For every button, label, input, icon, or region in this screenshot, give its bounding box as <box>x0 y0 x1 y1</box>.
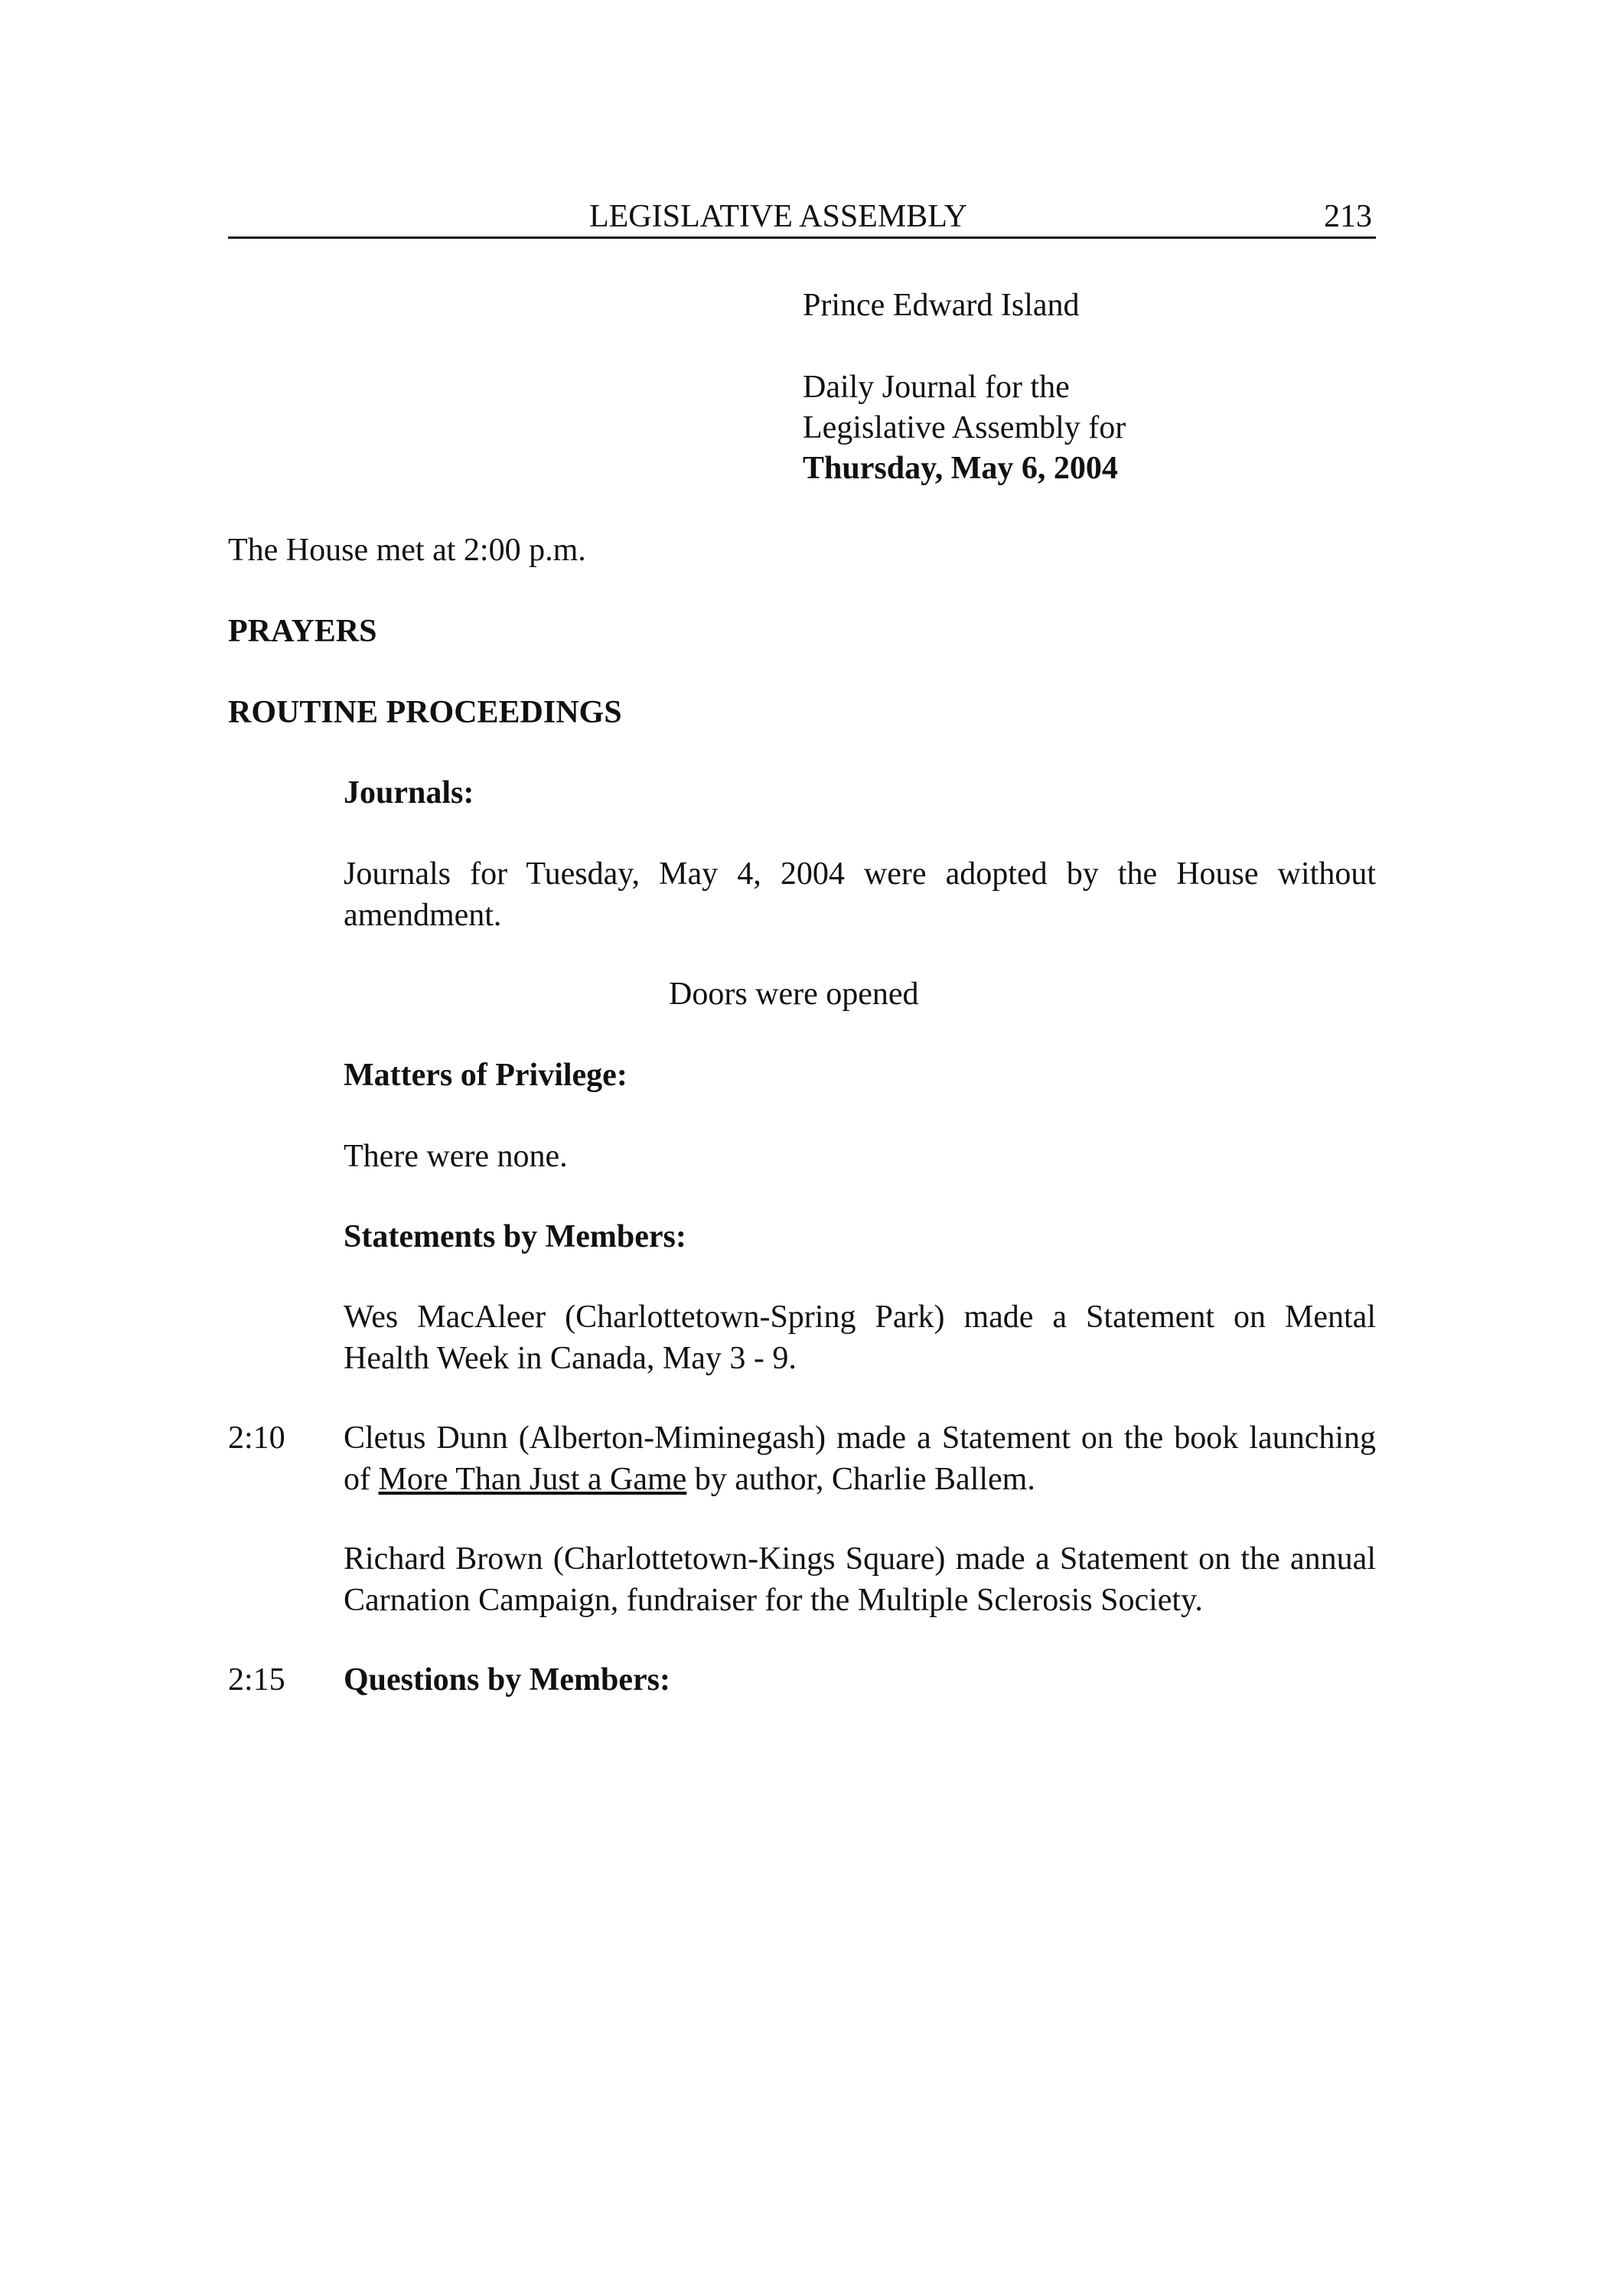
doors-opened-note: Doors were opened <box>669 977 919 1012</box>
matters-of-privilege-heading: Matters of Privilege: <box>344 1058 627 1093</box>
page-number: 213 <box>1324 199 1372 234</box>
journal-date: Thursday, May 6, 2004 <box>803 451 1118 486</box>
time-stamp: 2:15 <box>228 1662 285 1698</box>
journals-paragraph: Journals for Tuesday, May 4, 2004 were adopted by the House without amendment. <box>344 856 1376 933</box>
book-title: More Than Just a Game <box>378 1462 687 1497</box>
matters-of-privilege-text: There were none. <box>344 1139 568 1174</box>
statement-text: by author, Charlie Ballem. <box>686 1462 1035 1497</box>
time-stamp: 2:10 <box>228 1420 285 1456</box>
questions-by-members-heading: Questions by Members: <box>344 1662 670 1698</box>
statement-paragraph <box>344 1417 1376 1500</box>
statement-paragraph: Richard Brown (Charlottetown-Kings Square) made a Statement on the annual Carnation Campaign, fundraiser for the Multiple Sclerosis Society. <box>344 1541 1376 1618</box>
journal-title-line-2: Legislative Assembly for <box>803 410 1126 445</box>
statements-by-members-heading: Statements by Members: <box>344 1219 686 1254</box>
journal-title-line-1: Daily Journal for the <box>803 370 1070 405</box>
province-name: Prince Edward Island <box>803 288 1080 323</box>
prayers-heading: PRAYERS <box>228 614 377 649</box>
statement-paragraph: Wes MacAleer (Charlottetown-Spring Park) made a Statement on Mental Health Week in Canada, May 3 - 9. <box>344 1300 1376 1376</box>
header-rule <box>228 236 1376 239</box>
journals-heading: Journals: <box>344 775 474 810</box>
statement-text: Cletus Dunn (Alberton-Miminegash) made a Statement on the book launching of <box>344 1420 1376 1497</box>
house-met-time: The House met at 2:00 p.m. <box>228 533 586 568</box>
running-header-title: LEGISLATIVE ASSEMBLY <box>589 199 967 234</box>
routine-proceedings-heading: ROUTINE PROCEEDINGS <box>228 695 622 730</box>
